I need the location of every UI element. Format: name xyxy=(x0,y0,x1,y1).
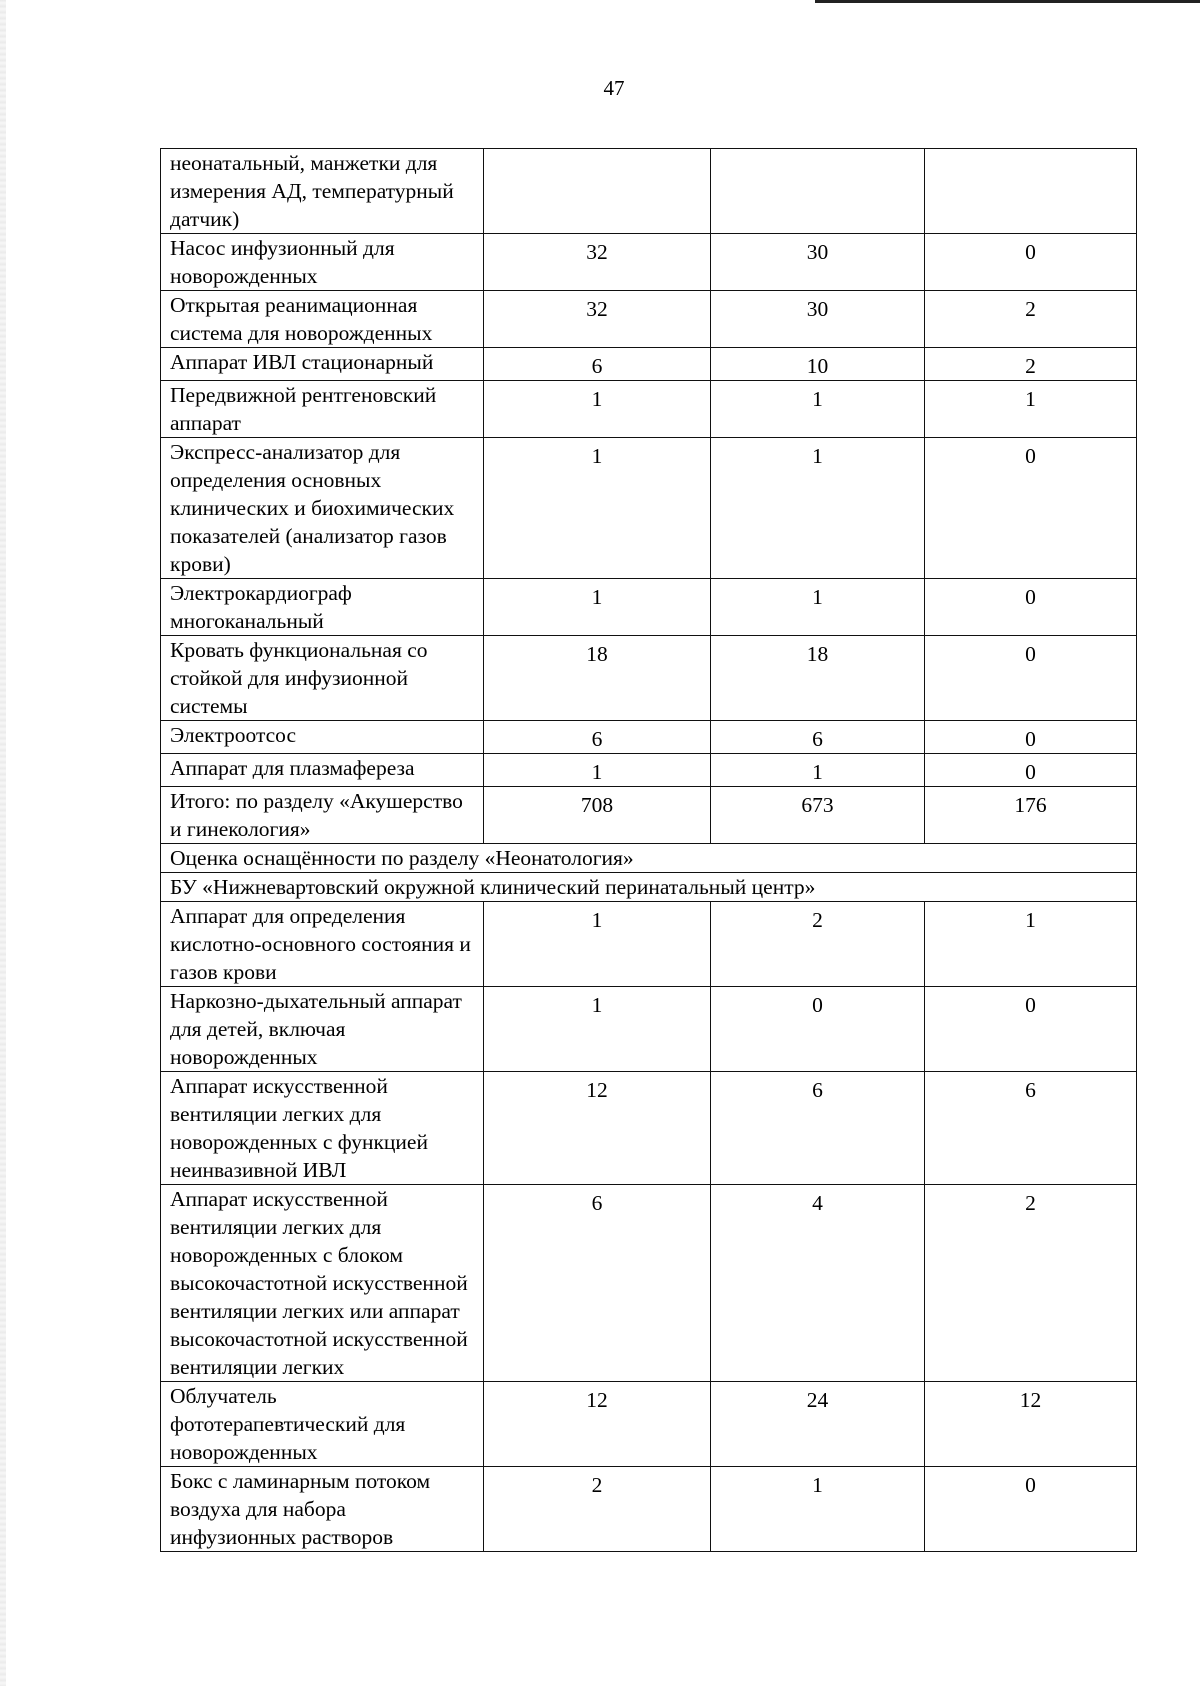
value-cell-a: 708 xyxy=(484,787,711,844)
table-row xyxy=(161,579,1137,636)
value-cell-a: 32 xyxy=(484,291,711,348)
table-row xyxy=(161,381,1137,438)
equipment-name-cell: Электрокардиограф многоканальный xyxy=(161,579,484,636)
value-cell-b: 10 xyxy=(711,348,925,381)
table-row xyxy=(161,1185,1137,1382)
value-cell-c: 0 xyxy=(925,579,1137,636)
table-row xyxy=(161,291,1137,348)
table-row xyxy=(161,1467,1137,1552)
table-row xyxy=(161,438,1137,579)
table-row xyxy=(161,754,1137,787)
value-cell-a: 6 xyxy=(484,721,711,754)
equipment-table-body xyxy=(161,149,1137,1552)
value-cell-a: 6 xyxy=(484,348,711,381)
value-cell-a: 18 xyxy=(484,636,711,721)
page-number: 47 xyxy=(603,76,625,100)
value-cell-c: 0 xyxy=(925,636,1137,721)
section-header-cell: БУ «Нижневартовский окружной клинический перинатальный центр» xyxy=(161,873,1137,902)
value-cell-c: 0 xyxy=(925,987,1137,1072)
value-cell-c: 6 xyxy=(925,1072,1137,1185)
equipment-name-cell: Аппарат искусственной вентиляции легких для новорожденных с блоком высокочастотной искусственной вентиляции легких или аппарат высокочастотной искусственной вентиляции легких xyxy=(161,1185,484,1382)
equipment-name-cell: Облучатель фототерапевтический для новорожденных xyxy=(161,1382,484,1467)
value-cell-c: 2 xyxy=(925,291,1137,348)
equipment-name-cell: Итого: по разделу «Акушерство и гинекология» xyxy=(161,787,484,844)
value-cell-a: 32 xyxy=(484,234,711,291)
value-cell-c: 2 xyxy=(925,1185,1137,1382)
table-row xyxy=(161,902,1137,987)
value-cell-a: 2 xyxy=(484,1467,711,1552)
table-row xyxy=(161,149,1137,234)
equipment-name-cell: Бокс с ламинарным потоком воздуха для набора инфузионных растворов xyxy=(161,1467,484,1552)
section-header-cell: Оценка оснащённости по разделу «Неонатология» xyxy=(161,844,1137,873)
scan-edge xyxy=(0,0,6,1686)
value-cell-a xyxy=(484,149,711,234)
equipment-name-cell: Аппарат для плазмафереза xyxy=(161,754,484,787)
table-row xyxy=(161,1382,1137,1467)
top-rule xyxy=(815,0,1200,3)
value-cell-c: 0 xyxy=(925,438,1137,579)
equipment-name-cell: неонатальный, манжетки для измерения АД, температурный датчик) xyxy=(161,149,484,234)
table-row xyxy=(161,234,1137,291)
value-cell-a: 1 xyxy=(484,438,711,579)
value-cell-c: 12 xyxy=(925,1382,1137,1467)
value-cell-b: 18 xyxy=(711,636,925,721)
value-cell-b: 6 xyxy=(711,1072,925,1185)
table-row xyxy=(161,636,1137,721)
section-header-row xyxy=(161,873,1137,902)
equipment-name-cell: Открытая реанимационная система для новорожденных xyxy=(161,291,484,348)
value-cell-b: 1 xyxy=(711,438,925,579)
value-cell-b: 24 xyxy=(711,1382,925,1467)
value-cell-a: 1 xyxy=(484,754,711,787)
section-header-row xyxy=(161,844,1137,873)
value-cell-c: 2 xyxy=(925,348,1137,381)
value-cell-c: 1 xyxy=(925,902,1137,987)
table-row xyxy=(161,987,1137,1072)
value-cell-b: 1 xyxy=(711,754,925,787)
equipment-name-cell: Наркозно-дыхательный аппарат для детей, включая новорожденных xyxy=(161,987,484,1072)
equipment-name-cell: Экспресс-анализатор для определения основных клинических и биохимических показателей (анализатор газов крови) xyxy=(161,438,484,579)
value-cell-c: 0 xyxy=(925,1467,1137,1552)
value-cell-b xyxy=(711,149,925,234)
value-cell-a: 1 xyxy=(484,902,711,987)
equipment-table xyxy=(160,148,1137,1552)
value-cell-c: 0 xyxy=(925,754,1137,787)
equipment-name-cell: Аппарат ИВЛ стационарный xyxy=(161,348,484,381)
equipment-name-cell: Передвижной рентгеновский аппарат xyxy=(161,381,484,438)
value-cell-a: 12 xyxy=(484,1382,711,1467)
value-cell-a: 1 xyxy=(484,579,711,636)
equipment-name-cell: Аппарат для определения кислотно-основного состояния и газов крови xyxy=(161,902,484,987)
table-row xyxy=(161,787,1137,844)
value-cell-b: 1 xyxy=(711,381,925,438)
value-cell-b: 6 xyxy=(711,721,925,754)
equipment-name-cell: Аппарат искусственной вентиляции легких для новорожденных с функцией неинвазивной ИВЛ xyxy=(161,1072,484,1185)
value-cell-b: 673 xyxy=(711,787,925,844)
value-cell-a: 6 xyxy=(484,1185,711,1382)
value-cell-c xyxy=(925,149,1137,234)
value-cell-b: 1 xyxy=(711,1467,925,1552)
value-cell-c: 176 xyxy=(925,787,1137,844)
equipment-name-cell: Электроотсос xyxy=(161,721,484,754)
equipment-name-cell: Насос инфузионный для новорожденных xyxy=(161,234,484,291)
value-cell-b: 30 xyxy=(711,291,925,348)
table-row xyxy=(161,1072,1137,1185)
table-row xyxy=(161,348,1137,381)
value-cell-b: 4 xyxy=(711,1185,925,1382)
value-cell-c: 1 xyxy=(925,381,1137,438)
value-cell-a: 1 xyxy=(484,381,711,438)
equipment-name-cell: Кровать функциональная со стойкой для инфузионной системы xyxy=(161,636,484,721)
value-cell-a: 12 xyxy=(484,1072,711,1185)
value-cell-c: 0 xyxy=(925,721,1137,754)
value-cell-c: 0 xyxy=(925,234,1137,291)
table-row xyxy=(161,721,1137,754)
value-cell-b: 1 xyxy=(711,579,925,636)
value-cell-b: 30 xyxy=(711,234,925,291)
value-cell-b: 2 xyxy=(711,902,925,987)
value-cell-b: 0 xyxy=(711,987,925,1072)
value-cell-a: 1 xyxy=(484,987,711,1072)
